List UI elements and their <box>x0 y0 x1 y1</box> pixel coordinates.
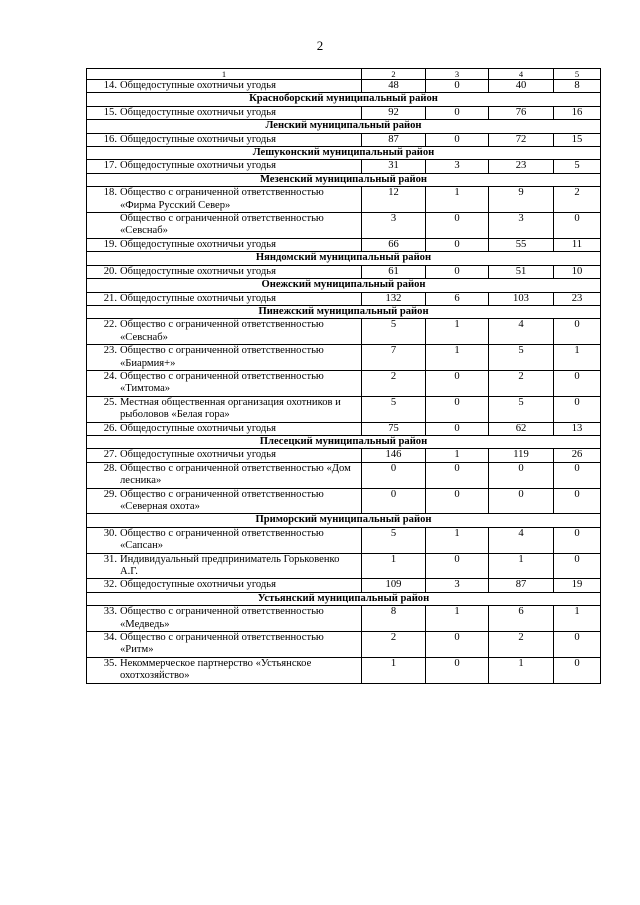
value-cell-col-5: 11 <box>554 238 601 251</box>
organization-cell <box>87 488 362 514</box>
district-title: Онежский муниципальный район <box>87 279 601 292</box>
header-cell: 3 <box>426 69 489 80</box>
district-header-row <box>87 93 601 106</box>
value-cell-col-3: 1 <box>426 187 489 213</box>
value-cell-col-5: 0 <box>554 396 601 422</box>
value-cell-col-2: 61 <box>362 265 426 278</box>
value-cell-col-3: 0 <box>426 632 489 658</box>
value-cell-col-4: 51 <box>489 265 554 278</box>
value-cell-col-4: 5 <box>489 345 554 371</box>
value-cell-col-3: 0 <box>426 370 489 396</box>
row-number: 28. <box>103 462 117 474</box>
organization-cell <box>87 80 362 93</box>
value-cell-col-5: 0 <box>554 488 601 514</box>
value-cell-col-4: 72 <box>489 133 554 146</box>
header-cell: 5 <box>554 69 601 80</box>
district-title: Няндомский муниципальный район <box>87 252 601 265</box>
value-cell-col-3: 1 <box>426 606 489 632</box>
value-cell-col-2: 1 <box>362 657 426 683</box>
value-cell-col-2: 48 <box>362 80 426 93</box>
organization-name: Общедоступные охотничьи угодья <box>120 80 276 91</box>
table-header-row <box>87 69 601 80</box>
value-cell-col-5: 15 <box>554 133 601 146</box>
table-row <box>87 133 601 146</box>
value-cell-col-5: 19 <box>554 579 601 592</box>
table-row <box>87 160 601 173</box>
table-row <box>87 396 601 422</box>
table-row <box>87 449 601 462</box>
table-row <box>87 106 601 119</box>
district-title: Устьянский муниципальный район <box>87 592 601 605</box>
value-cell-col-2: 2 <box>362 632 426 658</box>
row-number: 15. <box>103 106 117 118</box>
row-number: 33. <box>103 606 117 618</box>
value-cell-col-3: 0 <box>426 133 489 146</box>
district-title: Приморский муниципальный район <box>87 514 601 527</box>
row-number: 21. <box>103 292 117 304</box>
value-cell-col-3: 0 <box>426 488 489 514</box>
value-cell-col-4: 5 <box>489 396 554 422</box>
value-cell-col-5: 5 <box>554 160 601 173</box>
value-cell-col-2: 66 <box>362 238 426 251</box>
organization-name: Общество с ограниченной ответственностью «Медведь» <box>120 606 324 630</box>
value-cell-col-2: 109 <box>362 579 426 592</box>
header-cell: 4 <box>489 69 554 80</box>
value-cell-col-5: 26 <box>554 449 601 462</box>
organization-cell <box>87 345 362 371</box>
organization-cell <box>87 213 362 239</box>
value-cell-col-3: 0 <box>426 213 489 239</box>
value-cell-col-5: 16 <box>554 106 601 119</box>
organization-name: Общедоступные охотничьи угодья <box>120 449 276 461</box>
table-row <box>87 319 601 345</box>
value-cell-col-3: 3 <box>426 579 489 592</box>
value-cell-col-4: 23 <box>489 160 554 173</box>
value-cell-col-5: 8 <box>554 80 601 93</box>
district-title: Красноборский муниципальный район <box>87 93 601 106</box>
organization-cell <box>87 527 362 553</box>
table-row <box>87 370 601 396</box>
value-cell-col-2: 12 <box>362 187 426 213</box>
value-cell-col-3: 0 <box>426 396 489 422</box>
organization-name: Общедоступные охотничьи угодья <box>120 133 276 145</box>
organization-name: Общество с ограниченной ответственностью «Тимтома» <box>120 370 324 395</box>
value-cell-col-2: 3 <box>362 213 426 239</box>
value-cell-col-3: 0 <box>426 106 489 119</box>
district-header-row <box>87 120 601 133</box>
organization-cell <box>87 657 362 683</box>
value-cell-col-4: 2 <box>489 632 554 658</box>
value-cell-col-4: 6 <box>489 606 554 632</box>
district-header-row <box>87 305 601 318</box>
organization-name: Общество с ограниченной ответственностью «Сапсан» <box>120 527 324 552</box>
header-cell: 1 <box>87 69 362 80</box>
organization-cell <box>87 579 362 592</box>
row-number: 14. <box>103 80 117 91</box>
value-cell-col-3: 1 <box>426 449 489 462</box>
district-header-row <box>87 592 601 605</box>
value-cell-col-4: 62 <box>489 422 554 435</box>
organization-name: Общедоступные охотничьи угодья <box>120 265 276 277</box>
table-row <box>87 265 601 278</box>
value-cell-col-4: 4 <box>489 319 554 345</box>
organization-cell <box>87 606 362 632</box>
organization-cell <box>87 292 362 305</box>
organization-cell <box>87 187 362 213</box>
row-number: 35. <box>103 657 117 669</box>
value-cell-col-4: 0 <box>489 462 554 488</box>
value-cell-col-2: 2 <box>362 370 426 396</box>
organization-name: Общедоступные охотничьи угодья <box>120 238 276 250</box>
value-cell-col-4: 40 <box>489 80 554 93</box>
district-header-row <box>87 435 601 448</box>
value-cell-col-3: 1 <box>426 345 489 371</box>
organization-name: Местная общественная организация охотников и рыболовов «Белая гора» <box>120 396 341 421</box>
district-header-row <box>87 252 601 265</box>
row-number: 25. <box>103 396 117 408</box>
value-cell-col-2: 92 <box>362 106 426 119</box>
value-cell-col-5: 0 <box>554 462 601 488</box>
organization-name: Общество с ограниченной ответственностью «Ритм» <box>120 632 324 656</box>
value-cell-col-4: 1 <box>489 657 554 683</box>
value-cell-col-5: 0 <box>554 527 601 553</box>
table-row <box>87 187 601 213</box>
table-row <box>87 80 601 93</box>
table-row <box>87 345 601 371</box>
district-header-row <box>87 514 601 527</box>
value-cell-col-2: 5 <box>362 396 426 422</box>
organization-cell <box>87 265 362 278</box>
value-cell-col-2: 5 <box>362 527 426 553</box>
organization-cell <box>87 462 362 488</box>
organization-name: Общество с ограниченной ответственностью «Севснаб» <box>120 213 324 237</box>
value-cell-col-2: 146 <box>362 449 426 462</box>
row-number: 31. <box>103 553 117 565</box>
value-cell-col-4: 9 <box>489 187 554 213</box>
hunting-grounds-table <box>86 68 601 684</box>
value-cell-col-3: 0 <box>426 265 489 278</box>
value-cell-col-5: 0 <box>554 657 601 683</box>
table-row <box>87 632 601 658</box>
organization-cell <box>87 238 362 251</box>
organization-cell <box>87 449 362 462</box>
value-cell-col-2: 0 <box>362 488 426 514</box>
value-cell-col-2: 7 <box>362 345 426 371</box>
value-cell-col-5: 1 <box>554 606 601 632</box>
table-row <box>87 657 601 683</box>
value-cell-col-3: 3 <box>426 160 489 173</box>
row-number: 34. <box>103 632 117 644</box>
row-number: 27. <box>103 449 117 461</box>
value-cell-col-5: 0 <box>554 632 601 658</box>
row-number: 17. <box>103 160 117 172</box>
district-title: Лешуконский муниципальный район <box>87 147 601 160</box>
row-number: 16. <box>103 133 117 145</box>
row-number: 29. <box>103 488 117 500</box>
organization-cell <box>87 632 362 658</box>
row-number: 19. <box>103 238 117 250</box>
district-title: Мезенский муниципальный район <box>87 173 601 186</box>
value-cell-col-4: 103 <box>489 292 554 305</box>
value-cell-col-5: 13 <box>554 422 601 435</box>
value-cell-col-5: 23 <box>554 292 601 305</box>
value-cell-col-5: 0 <box>554 553 601 579</box>
value-cell-col-5: 10 <box>554 265 601 278</box>
value-cell-col-4: 0 <box>489 488 554 514</box>
district-header-row <box>87 279 601 292</box>
value-cell-col-2: 8 <box>362 606 426 632</box>
value-cell-col-3: 6 <box>426 292 489 305</box>
organization-cell <box>87 370 362 396</box>
row-number: 26. <box>103 422 117 434</box>
organization-name: Индивидуальный предприниматель Горьковенко А.Г. <box>120 553 340 578</box>
organization-name: Общество с ограниченной ответственностью «Дом лесника» <box>120 462 351 487</box>
organization-name: Общедоступные охотничьи угодья <box>120 579 276 591</box>
table-row <box>87 462 601 488</box>
value-cell-col-2: 87 <box>362 133 426 146</box>
organization-name: Общество с ограниченной ответственностью «Биармия+» <box>120 345 324 369</box>
value-cell-col-4: 3 <box>489 213 554 239</box>
row-number: 22. <box>103 319 117 331</box>
organization-name: Общедоступные охотничьи угодья <box>120 160 276 172</box>
value-cell-col-4: 76 <box>489 106 554 119</box>
table-row <box>87 579 601 592</box>
page-number: 2 <box>316 38 324 53</box>
organization-name: Общедоступные охотничьи угодья <box>120 106 276 118</box>
value-cell-col-2: 31 <box>362 160 426 173</box>
value-cell-col-5: 0 <box>554 370 601 396</box>
value-cell-col-2: 5 <box>362 319 426 345</box>
value-cell-col-3: 0 <box>426 238 489 251</box>
organization-name: Некоммерческое партнерство «Устьянское охотхозяйство» <box>120 657 312 682</box>
organization-cell <box>87 396 362 422</box>
table-row <box>87 213 601 239</box>
district-header-row <box>87 147 601 160</box>
row-number: 24. <box>103 370 117 382</box>
table-row <box>87 527 601 553</box>
organization-cell <box>87 133 362 146</box>
value-cell-col-4: 2 <box>489 370 554 396</box>
organization-cell <box>87 422 362 435</box>
district-title: Пинежский муниципальный район <box>87 305 601 318</box>
table-row <box>87 488 601 514</box>
value-cell-col-3: 1 <box>426 319 489 345</box>
value-cell-col-4: 55 <box>489 238 554 251</box>
organization-cell <box>87 553 362 579</box>
value-cell-col-4: 119 <box>489 449 554 462</box>
organization-cell <box>87 319 362 345</box>
row-number: 20. <box>103 265 117 277</box>
value-cell-col-2: 0 <box>362 462 426 488</box>
value-cell-col-5: 0 <box>554 213 601 239</box>
value-cell-col-4: 1 <box>489 553 554 579</box>
organization-name: Общедоступные охотничьи угодья <box>120 422 276 434</box>
value-cell-col-5: 2 <box>554 187 601 213</box>
row-number: 23. <box>103 345 117 357</box>
row-number: 30. <box>103 527 117 539</box>
organization-cell <box>87 106 362 119</box>
value-cell-col-3: 0 <box>426 462 489 488</box>
row-number: 32. <box>103 579 117 591</box>
district-title: Плесецкий муниципальный район <box>87 435 601 448</box>
value-cell-col-3: 1 <box>426 527 489 553</box>
header-cell: 2 <box>362 69 426 80</box>
value-cell-col-5: 1 <box>554 345 601 371</box>
value-cell-col-2: 1 <box>362 553 426 579</box>
value-cell-col-2: 75 <box>362 422 426 435</box>
value-cell-col-3: 0 <box>426 80 489 93</box>
value-cell-col-4: 87 <box>489 579 554 592</box>
table-row <box>87 292 601 305</box>
table-row <box>87 606 601 632</box>
table-row <box>87 553 601 579</box>
table-row <box>87 422 601 435</box>
organization-name: Общество с ограниченной ответственностью «Фирма Русский Север» <box>120 187 324 211</box>
row-number: 18. <box>103 187 117 199</box>
organization-cell <box>87 160 362 173</box>
value-cell-col-4: 4 <box>489 527 554 553</box>
value-cell-col-5: 0 <box>554 319 601 345</box>
value-cell-col-3: 0 <box>426 657 489 683</box>
district-header-row <box>87 173 601 186</box>
value-cell-col-3: 0 <box>426 422 489 435</box>
organization-name: Общество с ограниченной ответственностью «Северная охота» <box>120 488 324 512</box>
organization-name: Общедоступные охотничьи угодья <box>120 292 276 304</box>
district-title: Ленский муниципальный район <box>87 120 601 133</box>
organization-name: Общество с ограниченной ответственностью «Севснаб» <box>120 319 324 343</box>
value-cell-col-2: 132 <box>362 292 426 305</box>
table-row <box>87 238 601 251</box>
value-cell-col-3: 0 <box>426 553 489 579</box>
